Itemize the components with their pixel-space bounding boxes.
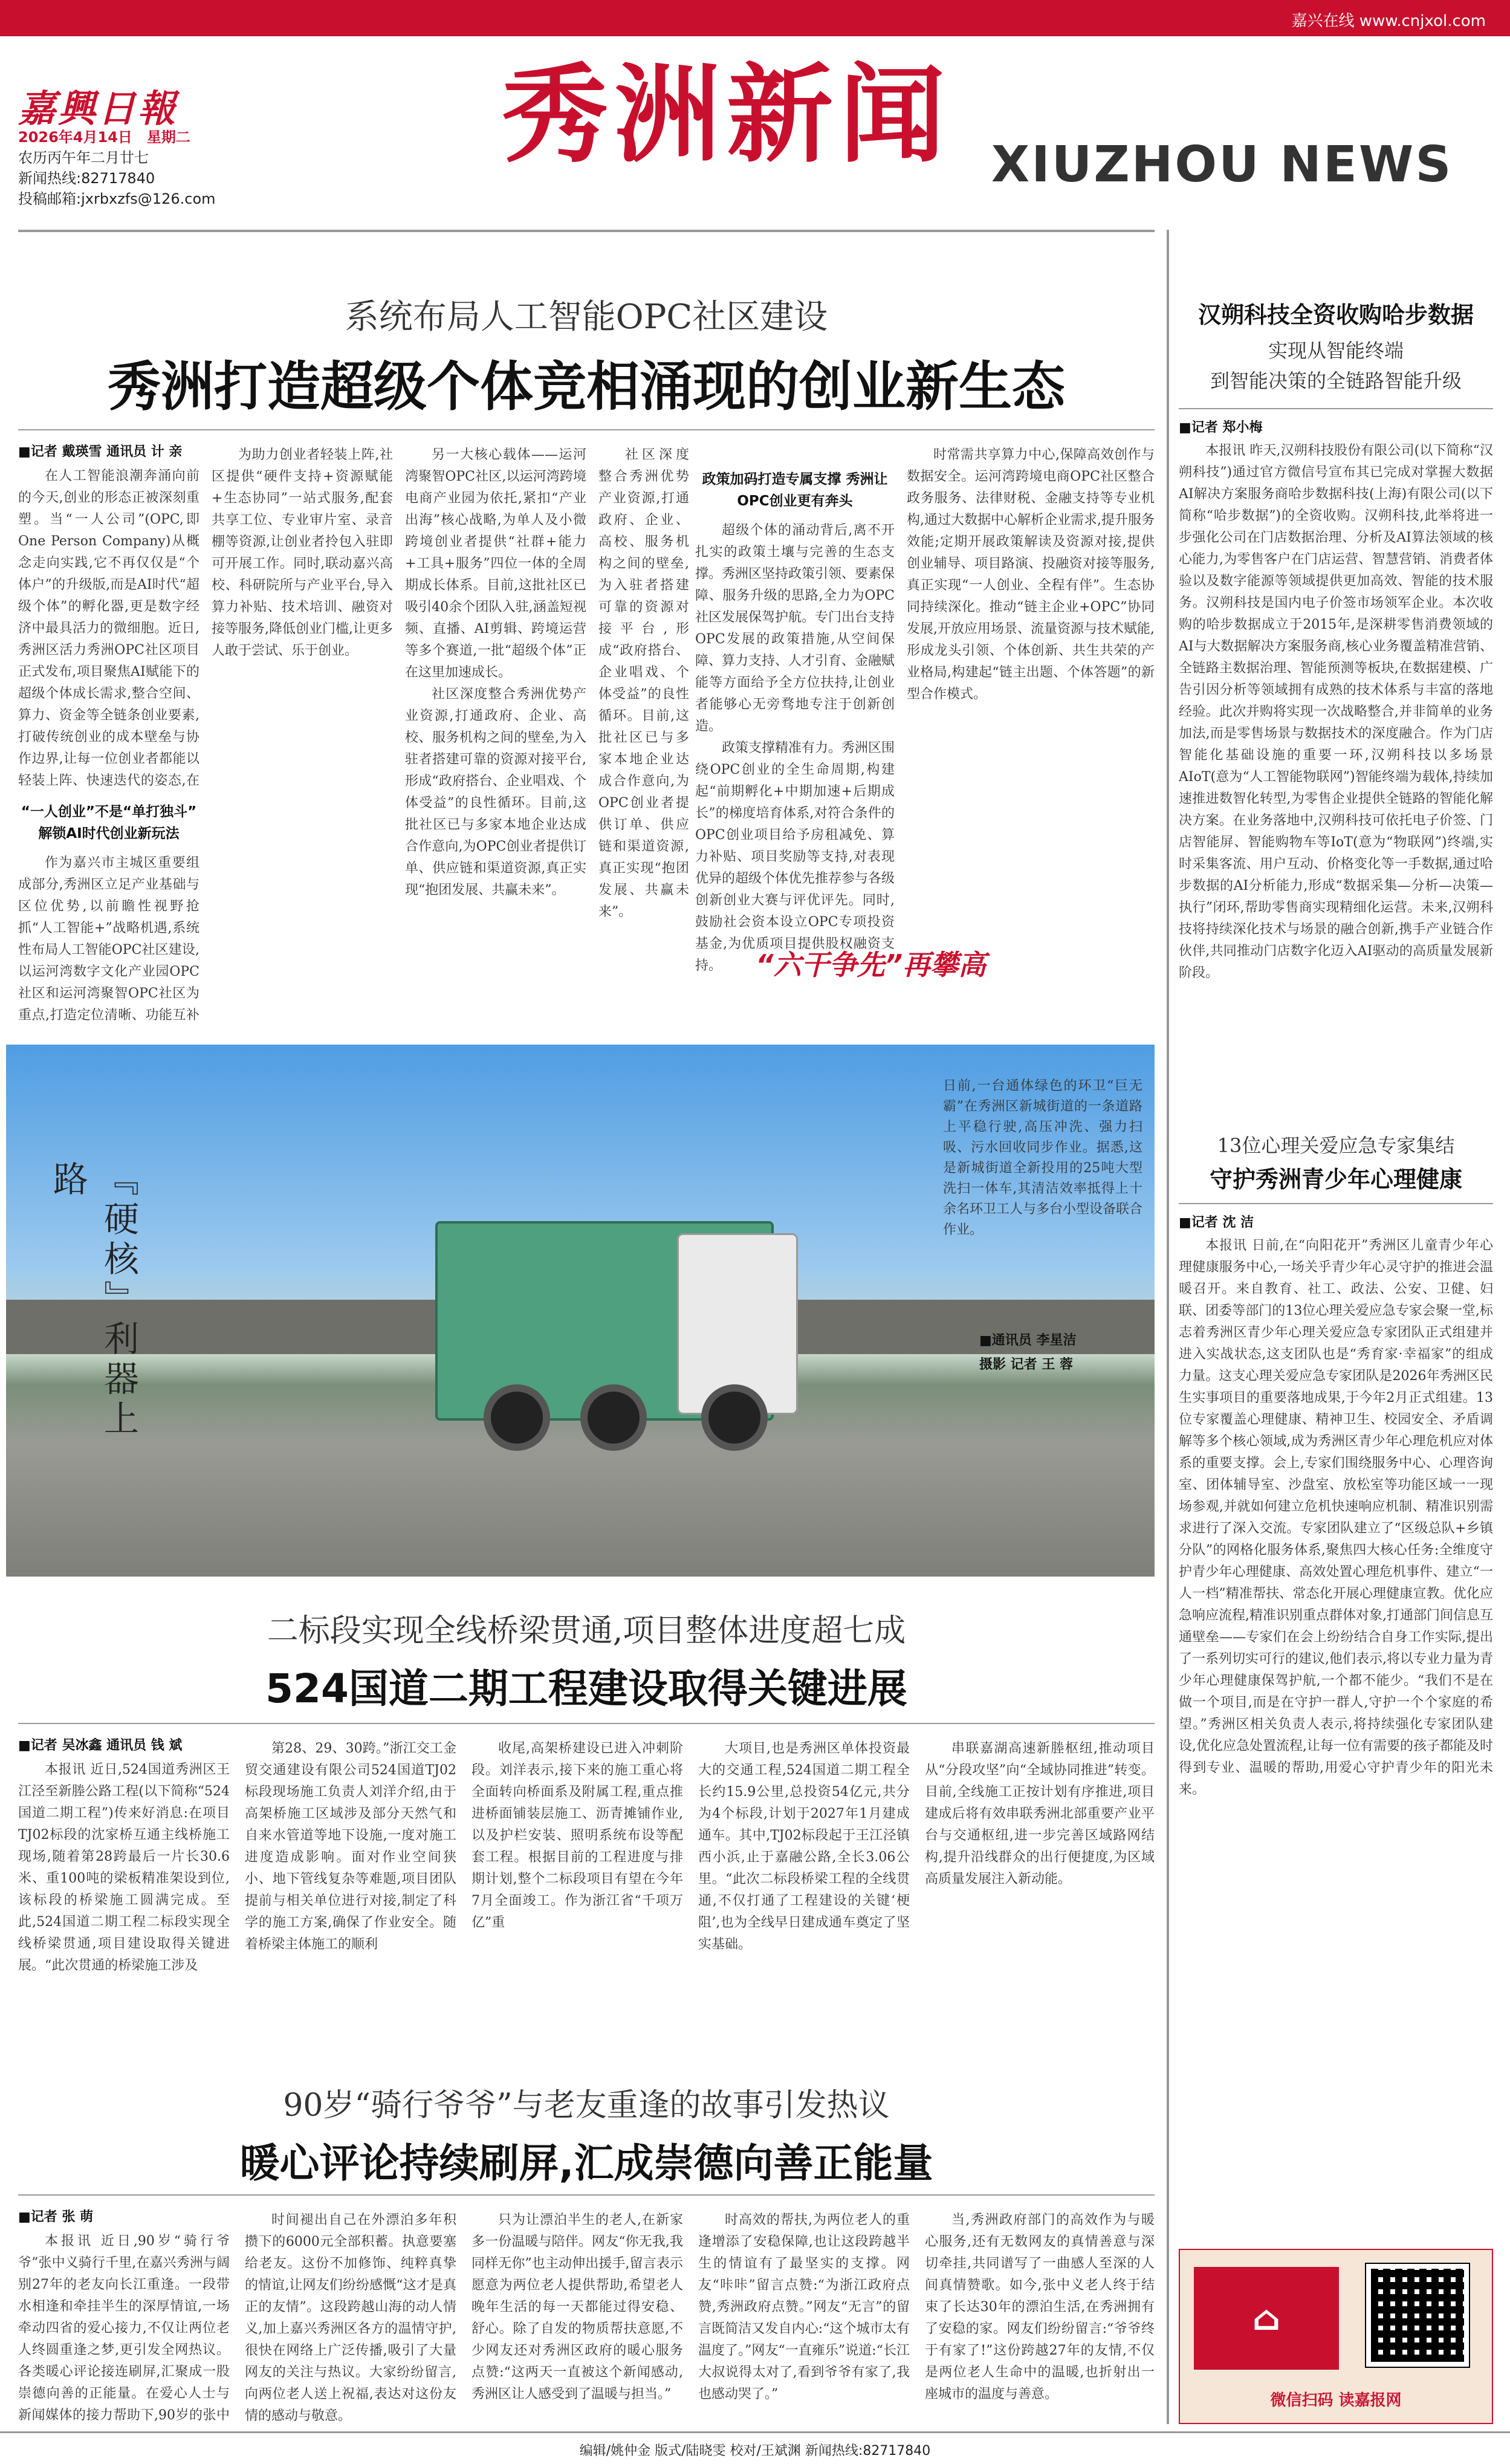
main-headline[interactable]: 秀洲打造超级个体竞相涌现的创业新生态 (107, 355, 1065, 418)
photo-credit-1: ■通讯员 李星洁 (979, 1333, 1077, 1348)
photo-credit-2: 摄影 记者 王 蓉 (979, 1357, 1073, 1372)
road-col-5: 串联嘉湖高速新塍枢纽,推动项目从“分段攻坚”向“全域协同推进”转变。目前,全线施工正按计划有序推进,项目建成后将有效串联秀洲北部重要产业平台与交通枢纽,进一步完善区域路网结构,提升沿线群众的出行便捷度,为区域高质量发展注入新动能。 (925, 1741, 1155, 1887)
photo-wheel (580, 1384, 647, 1451)
weekday: 星期二 (146, 129, 190, 146)
road-divider (18, 1723, 1155, 1724)
main-col-4: 社区深度整合秀洲优势产业资源,打通政府、企业、高校、服务机构之间的壁垒,为入驻者搭建可靠的资源对接平台,形成“政府搭台、企业唱戏、个体受益”的良性循环。目前,这批社区已与多家本地企业达成合作意向,为OPC创业者提供订单、供应链和渠道资源,真正实现“抱团发展、共赢未来”。 (598, 447, 689, 919)
main-col-5: 超级个体的涌动背后,离不开扎实的政策土壤与完善的生态支撑。秀洲区坚持政策引领、要素保障、服务升级的思路,全力为OPC社区发展保驾护航。专门出台支持OPC发展的政策措施,从空间保障、算力支持、人才引育、金融赋能等方面给予全方位扶持,让创业者能够心无旁骛地专注于创新创造。 政策支撑精准有力。秀洲区围绕OPC创业的全生命周期,构建起“前期孵化+中期加速+后期成长”的梯度培育体系,对符合条件的OPC创业项目给予房租减免、算力补贴、项目奖励等支持,对表现优异的超级个体优先推荐参与各级创新创业大赛与评优评先。同时,鼓励社会资本设立OPC专项投资基金,为优质项目提供股权融资支持。 (695, 523, 895, 973)
date: 2026年4月14日 (18, 129, 132, 146)
promo-logo: ⌂ (1194, 2267, 1339, 2370)
road-headline[interactable]: 524国道二期工程建设取得关键进展 (265, 1665, 907, 1712)
side1-sub-2: 到智能决策的全链路智能升级 (1210, 369, 1462, 392)
side2-divider (1179, 1203, 1493, 1204)
road-col-3: 收尾,高架桥建设已进入冲刺阶段。刘洋表示,接下来的施工重心将全面转向桥面系及附属工程,重点推进桥面铺装层施工、沥青摊铺作业,以及护栏安装、照明系统布设等配套工程。根据目前的工程进度与排期计划,整个二标段项目有望在今年7月全面竣工。作为浙江省“千项万亿”重 (471, 1741, 683, 1930)
photo-title: 『硬核』利器上路 (47, 1161, 139, 1440)
road-col-1: 本报讯 近日,524国道秀洲区王江泾至新塍公路工程(以下简称“524国道二期工程”)传来好消息:在项目TJ02标段的沈家桥互通主线桥施工现场,随着第28跨最后一片长30.6米、重100吨的梁板精准架设到位,该标段的桥梁施工圆满完成。至此,524国道二期工程二标段实现全线桥梁贯通,项目建设取得关键进展。“此次贯通的桥梁施工涉及 (18, 1762, 230, 1973)
kind-col-5: 当,秀洲政府部门的高效作为与暖心服务,还有无数网友的真情善意与深切牵挂,共同谱写了一曲感人至深的人间真情赞歌。如今,张中义老人终于结束了长达30年的漂泊生活,在秀洲拥有了安稳的家。网友们纷纷留言:“爷爷终于有家了!”这份跨越27年的友情,不仅是两位老人生命中的温暖,也折射出一座城市的温度与善意。 (925, 2213, 1155, 2402)
main-byline: ■记者 戴瑛雪 通讯员 计 亲 (18, 444, 183, 459)
photo-wheel (701, 1384, 768, 1451)
footer-credits (0, 2431, 1510, 2464)
dateline (18, 127, 216, 209)
main-subhead-2: 政策加码打造专属支撑 秀洲让OPC创业更有奔头 (702, 472, 888, 509)
side2-headline[interactable]: 守护秀洲青少年心理健康 (1209, 1166, 1462, 1193)
photo-wheel (484, 1384, 550, 1451)
kind-col-4: 时高效的帮扶,为两位老人的重逢增添了安稳保障,也让这段跨越半生的情谊有了最坚实的支撑。网友“咔咔”留言点赞:“为浙江政府点赞,秀洲政府点赞。”网友“无言”的留言既简洁又发自内心:“这个城市太有温度了。”网友“一直雍乐”说道:“长江大叔说得太对了,看到爷爷有家了,我也感动哭了。” (698, 2213, 910, 2402)
sidebar-divider (1167, 230, 1169, 2424)
kind-col-1: 本报讯 近日,90岁“骑行爷爷”张中义骑行千里,在嘉兴秀洲与阔别27年的老友向长江重逢。一段带水相逢和牵挂半生的深厚情谊,一场牵动四省的爱心接力,不仅让两位老人终圆重逢之梦,更引发全网热议。各类暖心评论接连刷屏,汇聚成一股崇德向善的正能量。在爱心人士与新闻媒体的接力帮助下,90岁的张中 (18, 2234, 230, 2423)
main-col-2: 为助力创业者轻装上阵,社区提供“硬件支持+资源赋能+生态协同”一站式服务,配套共享工位、专业审片室、录音棚等资源,让创业者拎包入驻即可开展工作。同时,联动嘉兴高校、科研院所与产业平台,导入算力补贴、技术培训、融资对接等服务,降低创业门槛,让更多人敢于尝试、乐于创业。 (212, 447, 393, 658)
main-subtitle: 系统布局人工智能OPC社区建设 (345, 297, 828, 337)
side1-byline: ■记者 郑小梅 (1179, 420, 1263, 435)
header-divider (18, 230, 1155, 232)
side1-body: 本报讯 昨天,汉朔科技股份有限公司(以下简称“汉朔科技”)通过官方微信号宣布其已完成对掌握大数据AI解决方案服务商哈步数据科技(上海)有限公司(以下简称“哈步数据”)的全资收购。汉朔科技,此举将进一步强化公司在门店数据治理、分析及AI算法领域的核心能力,为零售客户在门店运营、智慧营销、消费者体验以及数字能源等领域提供更加高效、智能的技术服务。汉朔科技是国内电子价签市场领军企业。本次收购的哈步数据成立于2015年,是深耕零售消费领域的AI与大数据解决方案服务商,核心业务覆盖精准营销、全链路主数据治理、智能预测等板块,在数据建模、广告引因分析等领域拥有成熟的技术体系与丰富的落地经验。此次并购将实现一次战略整合,并非简单的业务加法,而是零售场景与数据技术的深度融合。作为门店智能化基础设施的重要一环,汉朔科技以多场景AIoT(意为“人工智能物联网”)智能终端为载体,持续加速推进数智化转型,为零售企业提供全链路的智能化解决方案。在业务落地中,汉朔科技可依托电子价签、门店智能屏、智能购物车等IoT(意为“物联网”)终端,实时采集客流、用户互动、价格变化等一手数据,通过哈步数据的AI分析能力,形成“数据采集—分析—决策—执行”闭环,帮助零售商实现精细化运营。未来,汉朔科技将持续深化技术与场景的融合创新,携手产业链合作伙伴,共同推动门店数字化迈入AI驱动的高质量发展新阶段。 (1179, 443, 1493, 981)
side1-sub-1: 实现从智能终端 (1268, 339, 1404, 362)
road-col-4: 大项目,也是秀洲区单体投资最大的交通工程,524国道二期工程全长约15.9公里,总投资54亿元,共分为4个标段,计划于2027年1月建成通车。其中,TJ02标段起于王江泾镇西小浜,止于嘉融公路,全长3.06公里。“此次二标段桥梁工程的全线贯通,不仅打通了工程建设的关键‘梗阻’,也为全线早日建成通车奠定了坚实基础。 (698, 1741, 910, 1952)
qr-label: 微信扫码 读嘉报网 (1270, 2391, 1402, 2410)
side1-divider (1179, 408, 1493, 409)
side2-subtitle: 13位心理关爱应急专家集结 (1217, 1134, 1455, 1157)
kind-col-3: 只为让漂泊半生的老人,在新家多一份温暖与陪伴。网友“你无我,我同样无你”也主动伸出援手,留言表示愿意为两位老人提供帮助,希望老人晚年生活的每一天都能过得安稳、舒心。除了自发的物质帮扶意愿,不少网友还对秀洲区政府的暖心服务点赞:“这两天一直被这个新闻感动,秀洲区让人感受到了温暖与担当。” (471, 2213, 683, 2402)
kind-byline: ■记者 张 萌 (18, 2209, 94, 2225)
site-label[interactable]: 嘉兴在线 www.cnjxol.com (1291, 12, 1486, 30)
main-divider (18, 429, 1155, 430)
road-col-2: 第28、29、30跨。”浙江交工金贸交通建设有限公司524国道TJ02标段现场施工负责人刘洋介绍,由于高架桥施工区域涉及部分天然气和自来水管道等地下设施,一度对施工进度造成影响。面对作业空间狭小、地下管线复杂等难题,项目团队提前与相关单位进行对接,制定了科学的施工方案,确保了作业安全。随着桥梁主体施工的顺利 (245, 1741, 456, 1952)
top-bar (0, 0, 1510, 36)
kind-subtitle: 90岁“骑行爷爷”与老友重逢的故事引发热议 (283, 2087, 890, 2124)
main-col-6: 时常需共享算力中心,保障高效创作与数据安全。运河湾跨境电商OPC社区整合政务服务、法律财税、金融支持等专业机构,通过大数据中心解析企业需求,提升服务效能;定期开展政策解读及资源对接,提供创业辅导、项目路演、投融资对接等服务,真正实现“一人创业、全程有伴”。生态协同持续深化。推动“链主企业+OPC”协同发展,开放应用场景、流量资源与技术赋能,形成龙头引领、个体创新、共生共荣的产业格局,构建起“链主出题、个体答题”的新型合作模式。 (907, 447, 1155, 702)
side2-body: 本报讯 日前,在“向阳花开”秀洲区儿童青少年心理健康服务中心,一场关乎青少年心灵守护的推进会温暖召开。来自教育、社工、政法、公安、卫健、妇联、团委等部门的13位心理关爱应急专家会聚一堂,标志着秀洲区青少年心理关爱应急专家团队正式组建并进入实战状态,这支团队也是“秀育家·幸福家”的组成力量。这支心理关爱应急专家团队是2026年秀洲区民生实事项目的重要落地成果,于今年2月正式组建。13位专家覆盖心理健康、精神卫生、校园安全、矛盾调解等多个核心领域,成为秀洲区青少年心理危机应对体系的重要支撑。会上,专家们围绕服务中心、心理咨询室、团体辅导室、沙盘室、放松室等功能区域一一现场参观,并就如何建立危机快速响应机制、精准识别需求进行了深入交流。专家团队建立了“区级总队+乡镇分队”的网格化服务体系,聚焦四大核心任务:全维度守护青少年心理健康、高效处置心理危机事件、建立“一人一档”精准帮扶、常态化开展心理健康宣教。优化应急响应流程,精准识别重点群体对象,打通部门间信息互通壁垒——专家们在会上纷纷结合自身工作实际,提出了一系列切实可行的建议,他们表示,将以专业力量为青少年心理健康保驾护航,一个都不能少。“我们不是在做一个项目,而是在守护一群人,守护一个个家庭的希望。”秀洲区相关负责人表示,将持续强化专家团队建设,优化应急处置流程,让每一位有需要的孩子都能及时得到专业、温暖的帮助,用爱心守护青少年的阳光未来。 (1179, 1238, 1493, 1797)
side2-byline: ■记者 沈 洁 (1179, 1215, 1254, 1230)
footer-text: 编辑/姚仲金 版式/陆晓雯 校对/王斌渊 新闻热线:82717840 (579, 2443, 931, 2459)
kind-divider (18, 2194, 1155, 2196)
lunar-date: 农历丙午年二月廿七 (18, 149, 149, 166)
road-byline: ■记者 吴冰鑫 通讯员 钱 斌 (18, 1738, 183, 1753)
section-title-en: XIUZHOU NEWS (991, 136, 1453, 193)
road-subtitle: 二标段实现全线桥梁贯通,项目整体进度超七成 (267, 1613, 906, 1649)
photo-caption: 日前,一台通体绿色的环卫“巨无霸”在秀洲区新城街道的一条道路上平稳行驶,高压冲洗、强力扫吸、污水回收同步作业。据悉,这是新城街道全新投用的25吨大型洗扫一体车,其清洁效率抵得上十余名环卫工人与多台小型设备联合作业。 (943, 1078, 1143, 1237)
newspaper-logo: 嘉興日報 (18, 86, 178, 131)
email[interactable]: 投稿邮箱:jxrbxzfs@126.com (18, 190, 216, 207)
qr-code[interactable] (1366, 2264, 1469, 2367)
main-subhead-1: “一人创业”不是“单打独斗” 解锁AI时代创业新玩法 (21, 804, 197, 841)
side1-headline[interactable]: 汉朔科技全资收购哈步数据 (1197, 302, 1474, 328)
section-title: 秀洲新闻 (502, 52, 952, 177)
kind-headline[interactable]: 暖心评论持续刷屏,汇成崇德向善正能量 (239, 2140, 933, 2187)
main-col-1b: 作为嘉兴市主城区重要组成部分,秀洲区立足产业基础与区位优势,以前瞻性视野抢抓“人工智能+”战略机遇,系统性布局人工智能OPC社区建设,以运河湾数字文化产业园OPC社区和运河湾聚智OPC社区为重点,打造定位清晰、功能互补 (18, 855, 199, 1023)
campaign-slogan: “六干争先”再攀高 (756, 948, 987, 981)
hotline: 新闻热线:82717840 (18, 170, 155, 187)
main-col-1: 在人工智能浪潮奔涌向前的今天,创业的形态正被深刻重塑。当“一人公司”(OPC,即One Person Company)从概念走向实践,它不再仅仅是“个体户”的升级版,而是AI时代“超级个体”的孵化器,更是数字经济中最具活力的微细胞。近日,秀洲区活力秀洲OPC社区项目正式发布,项目聚焦AI赋能下的超级个体成长需求,整合空间、算力、资金等全链条创业要素,打破传统创业的成本壁垒与协作边界,让每一位创业者都能以轻装上阵、快速迭代的姿态,在 (18, 468, 199, 788)
main-col-3: 另一大核心载体——运河湾聚智OPC社区,以运河湾跨境电商产业园为依托,紧扣“产业出海”核心战略,为单人及小微跨境创业者提供“社群+能力+工具+服务”四位一体的全周期成长体系。目前,这批社区已吸引40余个团队入驻,涵盖短视频、直播、AI剪辑、跨境运营等多个赛道,一批“超级个体”正在这里加速成长。 社区深度整合秀洲优势产业资源,打通政府、企业、高校、服务机构之间的壁垒,为入驻者搭建可靠的资源对接平台,形成“政府搭台、企业唱戏、个体受益”的良性循环。目前,这批社区已与多家本地企业达成合作意向,为OPC创业者提供订单、供应链和渠道资源,真正实现“抱团发展、共赢未来”。 (405, 447, 586, 898)
kind-col-2: 时间褪出自己在外漂泊多年积攒下的6000元全部积蓄。执意要塞给老友。这份不加修饰、纯粹真挚的情谊,让网友们纷纷感慨“这才是真正的友情”。这段跨越山海的动人情义,加上嘉兴秀洲区各方的温情守护,很快在网络上广泛传播,吸引了大量网友的关注与热议。大家纷纷留言,向两位老人送上祝福,表达对这份友情的感动与敬意。 (245, 2213, 456, 2423)
